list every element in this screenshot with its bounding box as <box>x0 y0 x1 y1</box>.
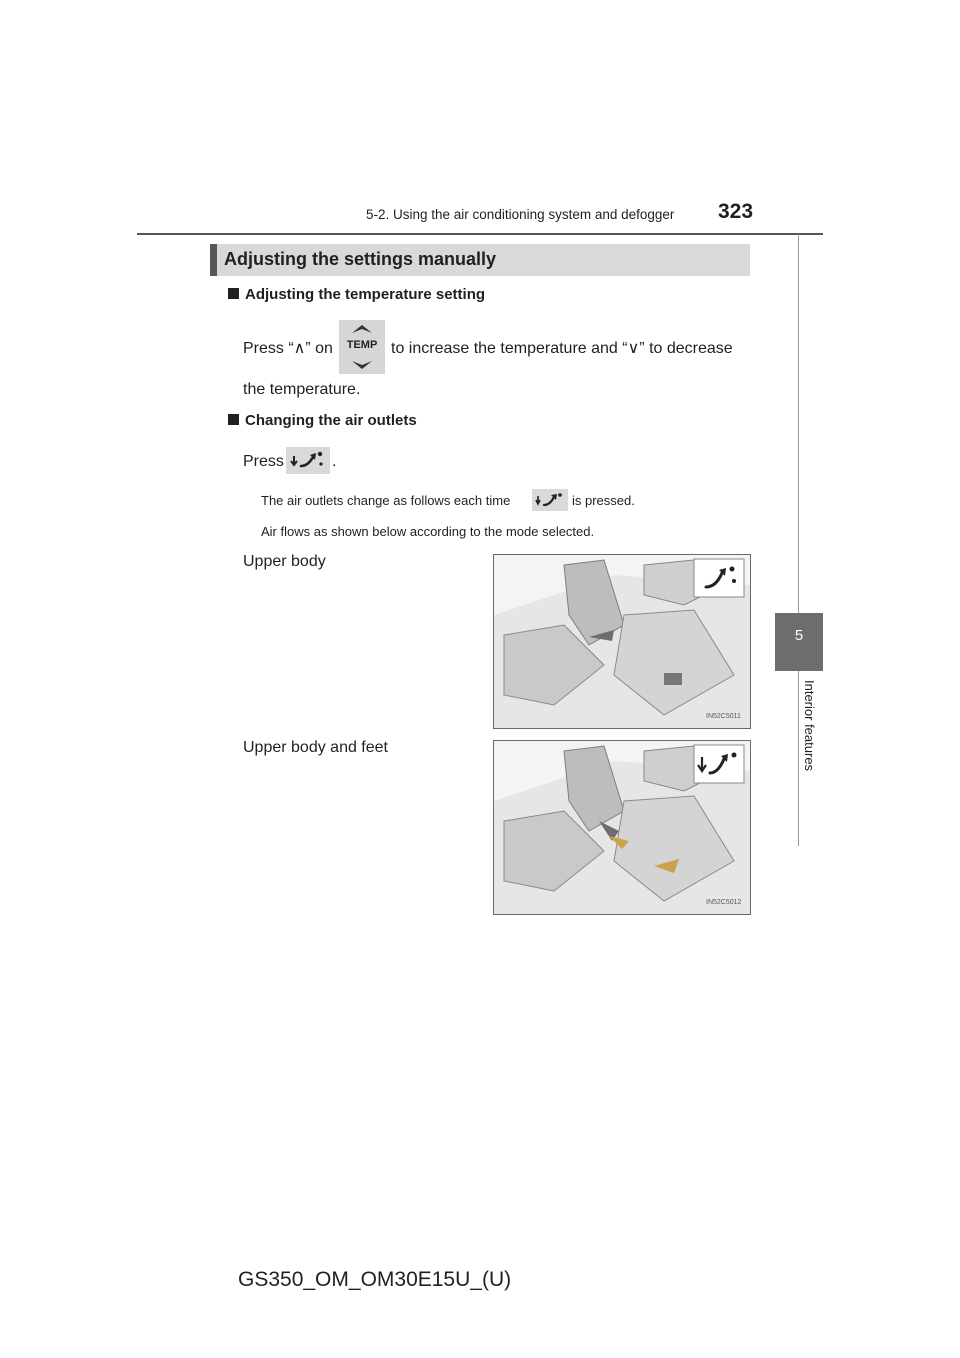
side-rule <box>798 234 799 846</box>
temp-text-a: Press “∧” on <box>243 340 333 357</box>
mode-label-upper-body-feet: Upper body and feet <box>243 739 388 756</box>
mode-vent-icon <box>286 447 330 474</box>
document-code-footer: GS350_OM_OM30E15U_(U) <box>238 1268 512 1291</box>
illustration-code: IN52C5012 <box>706 899 742 906</box>
section-title: Adjusting the settings manually <box>224 249 497 269</box>
car-interior-illustration <box>494 741 750 914</box>
temp-button-label: TEMP <box>346 339 378 351</box>
header-rule <box>137 233 823 235</box>
mode-vent-icon <box>532 489 568 511</box>
temp-heading-text: Adjusting the temperature setting <box>245 286 486 303</box>
outlets-note2: Air flows as shown below according to the mode selected. <box>261 524 595 539</box>
square-bullet-icon <box>228 288 239 299</box>
outlets-heading-text: Changing the air outlets <box>245 412 417 429</box>
outlets-heading <box>228 412 417 429</box>
mode-button-image <box>286 447 330 474</box>
section-heading-accent <box>210 244 217 276</box>
running-header-section: 5-2. Using the air conditioning system and defogger <box>366 207 675 222</box>
temp-text-b: to increase the temperature and “∨” to decrease <box>391 340 733 357</box>
square-bullet-icon <box>228 414 239 425</box>
page-number: 323 <box>718 200 754 223</box>
upper-body-illustration <box>493 554 751 729</box>
outlets-press-b: . <box>332 453 337 470</box>
outlets-press-a: Press <box>243 453 284 470</box>
illustration-code: IN52C5011 <box>706 713 741 720</box>
chapter-tab-label: Interior features <box>802 680 817 772</box>
outlets-note1-b: is pressed. <box>572 493 635 508</box>
outlets-note1-a: The air outlets change as follows each time <box>261 493 511 508</box>
mode-button-image-small <box>532 489 568 511</box>
temp-heading <box>228 286 485 303</box>
car-interior-illustration <box>494 555 750 728</box>
temp-text-c: the temperature. <box>243 381 361 398</box>
mode-label-upper-body: Upper body <box>243 553 326 570</box>
upper-body-feet-illustration <box>493 740 751 915</box>
chapter-tab-number: 5 <box>794 627 804 644</box>
